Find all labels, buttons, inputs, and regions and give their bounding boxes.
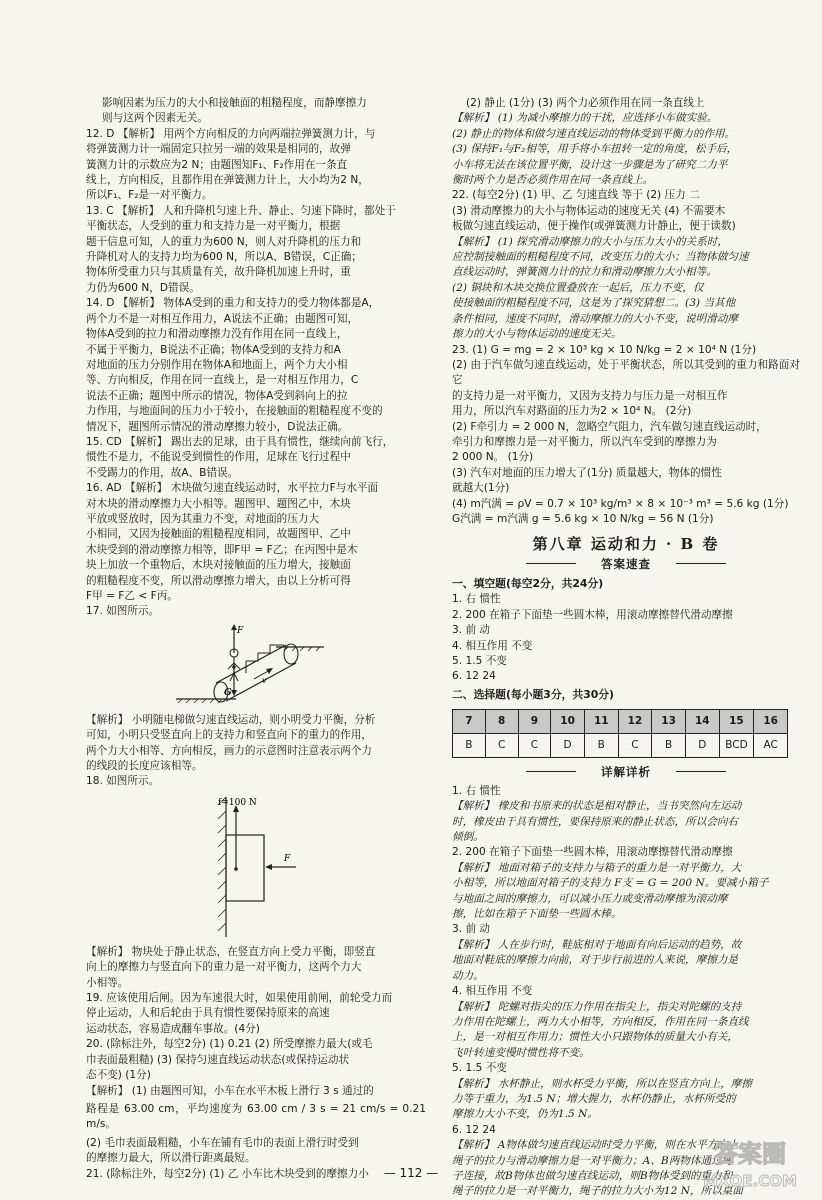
explanation-21: 【解析】 (1) 为减小摩擦力的干扰，应选择小车做实验。 (2) 静止的物体和做匀速直线运动的物体受到平衡力的作用。 (3) 保持F₁与F₂相等，用手将小车扭转一定的角度，松手后， 小车将无法在该位置平衡，设计这一步骤是为了研究二力平 衡时两个力是否必须作用在同一条直线上。 [452, 112, 738, 187]
block-wall-diagram [86, 793, 426, 941]
quick-answer-6: 6. 12 24 [452, 670, 496, 683]
table-cell: B [584, 733, 618, 757]
page-number: — 112 — [383, 1166, 439, 1180]
detail-answer-1: 1. 右 惯性 [452, 784, 501, 797]
detail-explanation-4: 【解析】 陀螺对指尖的压力作用在指尖上，指尖对陀螺的支持 力作用在陀螺上，两力大小相等，方向相反，作用在同一条直线 上，是一对相互作用力；惯性大小只跟物体的质量大小有关， 飞叶转速变慢时惯性将不变。 [452, 1000, 749, 1059]
table-cell: 12 [618, 709, 652, 733]
table-cell: 10 [551, 709, 585, 733]
fig17-label-f: F [237, 625, 244, 636]
explanation-18: 【解析】 物块处于静止状态，在竖直方向上受力平衡，即竖直 向上的摩擦力与竖直向下的重力是一对平衡力，这两个力大 小相等。 [86, 945, 376, 989]
quick-answer-2: 2. 200 在箱子下面垫一些圆木棒，用滚动摩擦替代滑动摩擦 [452, 608, 733, 621]
answer-16: 16. AD 【解析】 木块做匀速直线运动时，水平拉力F与水平面 对木块的滑动摩擦力大小相等。题图甲、题图乙中，木块 平放或竖放时，因为其重力不变，对地面的压力大 小相同，又因为接触面的粗糙程度相同，故题图甲、乙中 木块受到的滑动摩擦力相等，即F甲 = F乙；在丙图中是木 块上加放一个重物后，木块对接触面的压力增大，接触面 的粗糙程度不变，所以滑动摩擦力增大，由以上分析可得 F甲 = F乙 < F丙。 [86, 482, 379, 602]
table-cell: 8 [485, 709, 518, 733]
answer-17: 17. 如图所示。 [86, 605, 160, 618]
answer-22: 22. (每空2分) (1) 甲、乙 匀速直线 等于 (2) 压力 二 (3) 滑动摩擦力的大小与物体运动的速度无关 (4) 不需要木 板做匀速直线运动，便于操作(或弹簧测力计静止，便于读数) [452, 189, 736, 233]
detail-answer-2: 2. 200 在箱子下面垫一些圆木棒，用滚动摩擦替代滑动摩擦 [452, 846, 733, 859]
right-column [452, 96, 800, 1200]
detail-explanation-1: 【解析】 橡皮和书原来的状态是相对静止，当书突然向左运动 时，橡皮由于具有惯性，要保持原来的静止状态，所以会向右 倾倒。 [452, 800, 742, 844]
escalator-diagram [86, 623, 426, 709]
quick-answer-5: 5. 1.5 不变 [452, 655, 507, 667]
table-cell: 14 [685, 709, 719, 733]
answer-table-answer-row [453, 733, 788, 757]
table-cell: B [453, 733, 486, 757]
table-cell: 11 [584, 709, 618, 733]
banner-quick-check-label: 答案速查 [595, 557, 657, 571]
answer-21-continued: (2) 静止 (1分) (3) 两个力必须作用在同一条直线上 [466, 97, 705, 109]
answer-21: 21. (除标注外，每空2分) (1) 乙 小车比木块受到的摩擦力小 [86, 1167, 369, 1180]
section-multiple-choice: 二、选择题(每小题3分，共30分) [452, 687, 614, 701]
intro-paragraph: 影响因素为压力的大小和接触面的粗糙程度，而静摩擦力 则与这两个因素无关。 [102, 97, 367, 125]
watermark-line2: MXQE.COM [703, 1172, 797, 1190]
detail-explanation-5: 【解析】 水杯静止，则水杯受力平衡，所以在竖直方向上，摩擦 力等于重力，为1.5 N；增大握力，水杯仍静止，水杯所受的 摩擦力大小不变，仍为1.5 N。 [452, 1077, 752, 1121]
fig18-label-f: f=100 N [218, 797, 257, 808]
chapter-title: 第八章 运动和力 · B 卷 [532, 535, 720, 554]
answer-23-part2: (4) m汽满 = ρV = 0.7 × 10³ kg/m³ × 8 × 10⁻³ m³ = 5.6 kg (1分) G汽满 = m汽满 g = 5.6 kg × 10 N/kg = 56 N (1分) [452, 497, 789, 525]
answer-18: 18. 如图所示。 [86, 775, 160, 788]
table-cell: 9 [518, 709, 551, 733]
table-cell: C [618, 733, 652, 757]
table-cell: C [485, 733, 518, 757]
quick-answer-3: 3. 前 动 [452, 624, 491, 637]
answer-13: 13. C 【解析】 人和升降机匀速上升、静止、匀速下降时，都处于 平衡状态，人受到的重力和支持力是一对平衡力，根据 题干信息可知，人的重力为600 N，则人对升降机的压力和 升降机对人的支持力均为600 N，所以A、B错误，C正确； 物体所受重力只与其质量有关，故升降机加速上升时，重 力仍为600 N，D错误。 [86, 204, 396, 294]
banner-detail-label: 详解详析 [595, 765, 657, 779]
explanation-20-part1: 【解析】 (1) 由题图可知，小车在水平木板上滑行 3 s 通过的 [86, 1084, 374, 1097]
table-cell: 7 [453, 709, 486, 733]
table-cell: C [518, 733, 551, 757]
left-column [86, 96, 426, 1182]
explanation-17: 【解析】 小明随电梯做匀速直线运动，则小明受力平衡，分析 可知，小明只受竖直向上的支持力和竖直向下的重力的作用， 两个力大小相等、方向相反，画力的示意图时注意表示两个力 的线段的长度应该相等。 [86, 713, 376, 773]
table-cell: 16 [754, 709, 788, 733]
table-cell: D [551, 733, 585, 757]
answer-12: 12. D 【解析】 用两个方向相反的力向两端拉弹簧测力计，与 将弹簧测力计一端固定只拉另一端的效果是相同的，故弹 簧测力计的示数应为2 N；由题图知F₁、F₂作用在一条直 线上，方向相反，且都作用在弹簧测力计上，大小均为2 N， 所以F₁、F₂是一对平衡力。 [86, 127, 376, 202]
answer-15: 15. CD 【解析】 踢出去的足球，由于具有惯性，继续向前飞行， 惯性不是力，不能说受到惯性的作用，足球在飞行过程中 不受踢力的作用，故A、B错误。 [86, 435, 394, 479]
detail-answer-4: 4. 相互作用 不变 [452, 985, 533, 998]
table-cell: D [685, 733, 719, 757]
answer-table-header-row [453, 709, 788, 733]
section-fill-blank: 一、填空题(每空2分，共24分) [452, 577, 604, 591]
table-cell: 15 [719, 709, 754, 733]
answer-19: 19. 应该使用后闸。因为车速很大时，如果使用前闸，前轮受力而 停止运动，人和后轮由于具有惯性要保持原来的高速 运动状态，容易造成翻车事故。(4分) [86, 992, 393, 1035]
quick-answer-4: 4. 相互作用 不变 [452, 639, 533, 652]
table-cell: 13 [652, 709, 686, 733]
detail-explanation-6: 【解析】 A物体做匀速直线运动时受力平衡，则在水平方向上 绳子的拉力与滑动摩擦力是一对平衡力；A、B两物体通过绳 子连接，故B物体也做匀速直线运动，则B物体受到的重力和 绳子的拉力是一对平衡力，绳子的拉力大小为12 N，所以桌面 [452, 1139, 743, 1198]
answer-quick-check-banner [526, 556, 726, 572]
detail-answer-6: 6. 12 24 [452, 1123, 496, 1136]
table-cell: BCD [719, 733, 754, 757]
explanation-22: 【解析】 (1) 探究滑动摩擦力的大小与压力大小的关系时， 应控制接触面的粗糙程度不同，改变压力的大小；当物体做匀速 直线运动时，弹簧测力计的拉力和滑动摩擦力大小相等。 (2) 铜块和木块交换位置叠放在一起后，压力不变，仅 使接触面的粗糙程度不同，这是为了探究猜想二。(3) 当其他 条件相同，速度不同时，滑动摩擦力的大小不变，说明滑动摩 擦力的大小与物体运动的速度无关。 [452, 235, 749, 341]
fig17-label-g: G [224, 687, 232, 698]
quick-answer-1: 1. 右 惯性 [452, 593, 501, 606]
detail-explanation-3: 【解析】 人在步行时，鞋底相对于地面有向后运动的趋势，故 地面对鞋底的摩擦力向前，对于步行前进的人来说，摩擦力是 动力。 [452, 938, 742, 982]
detail-answer-5: 5. 1.5 不变 [452, 1062, 507, 1075]
explanation-20-part2: 路程是 63.00 cm，平均速度为 63.00 cm / 3 s = 21 cm/s = 0.21 m/s。 [86, 1102, 426, 1131]
figure-18-block-on-wall [86, 793, 426, 941]
detail-explanation-2: 【解析】 地面对箱子的支持力与箱子的重力是一对平衡力，大 小相等，所以地面对箱子的支持力 F支 = G = 200 N。要减小箱子 与地面之间的摩擦力，可以减小压力或变滑动摩擦为滚动摩 擦，比如在箱子下面垫一些圆木棒。 [452, 861, 769, 921]
detailed-explanation-banner [526, 764, 726, 780]
table-cell: B [652, 733, 686, 757]
detail-answer-3: 3. 前 动 [452, 923, 491, 936]
answer-14: 14. D 【解析】 物体A受到的重力和支持力的受力物体都是A， 两个力不是一对相互作用力，A说法不正确；由题图可知， 物体A受到的拉力和滑动摩擦力没有作用在同一直线上， 不属于平衡力，B说法不正确；物体A受到的支持力和A 对地面的压力分别作用在物体A和地面上，两个力大小相 等、方向相反，作用在同一直线上，是一对相互作用力，C 说法不正确；题图中所示的情况，物体A受到斜向上的拉 力作用，与地面间的压力小于较小，在接触面的粗糙程度不变的 情况下，题图所示情况的滑动摩擦力较小，D说法正确。 [86, 297, 383, 433]
fig17-label-v: v [262, 675, 267, 685]
answer-table [452, 709, 788, 758]
watermark-logo [690, 1128, 810, 1192]
table-cell: AC [754, 733, 788, 757]
answer-20: 20. (除标注外，每空2分) (1) 0.21 (2) 所受摩擦力最大(或毛 巾表面最粗糙) (3) 保持匀速直线运动状态(或保持运动状 态不变) (1分) [86, 1038, 373, 1082]
explanation-20-part3: (2) 毛巾表面最粗糙，小车在铺有毛巾的表面上滑行时受到 的摩擦力最大，所以滑行距离最短。 [86, 1136, 359, 1165]
figure-17-escalator [86, 623, 426, 709]
watermark-line1: 答案圈 [714, 1140, 786, 1168]
fig18-label-force: F [284, 853, 291, 864]
answer-23-part1: 23. (1) G = mg = 2 × 10³ kg × 10 N/kg = 2 × 10⁴ N (1分) (2) 由于汽车做匀速直线运动，处于平衡状态，所以其受到的重力和路面对它 的支持力是一对平衡力，又因为支持力与压力是一对相互作 用力，所以汽车对路面的压力为2 × 10⁴ N。 (2分) (2) F牵引力 = 2 000 N，忽略空气阻力，汽车做匀速直线运动时， 牵引力和摩擦力是一对平衡力，所以汽车受到的摩擦力为 2 000 N。 (1分) (3) 汽车对地面的压力增大了(1分) 质量越大，物体的惯性 就越大(1分) [452, 343, 800, 495]
